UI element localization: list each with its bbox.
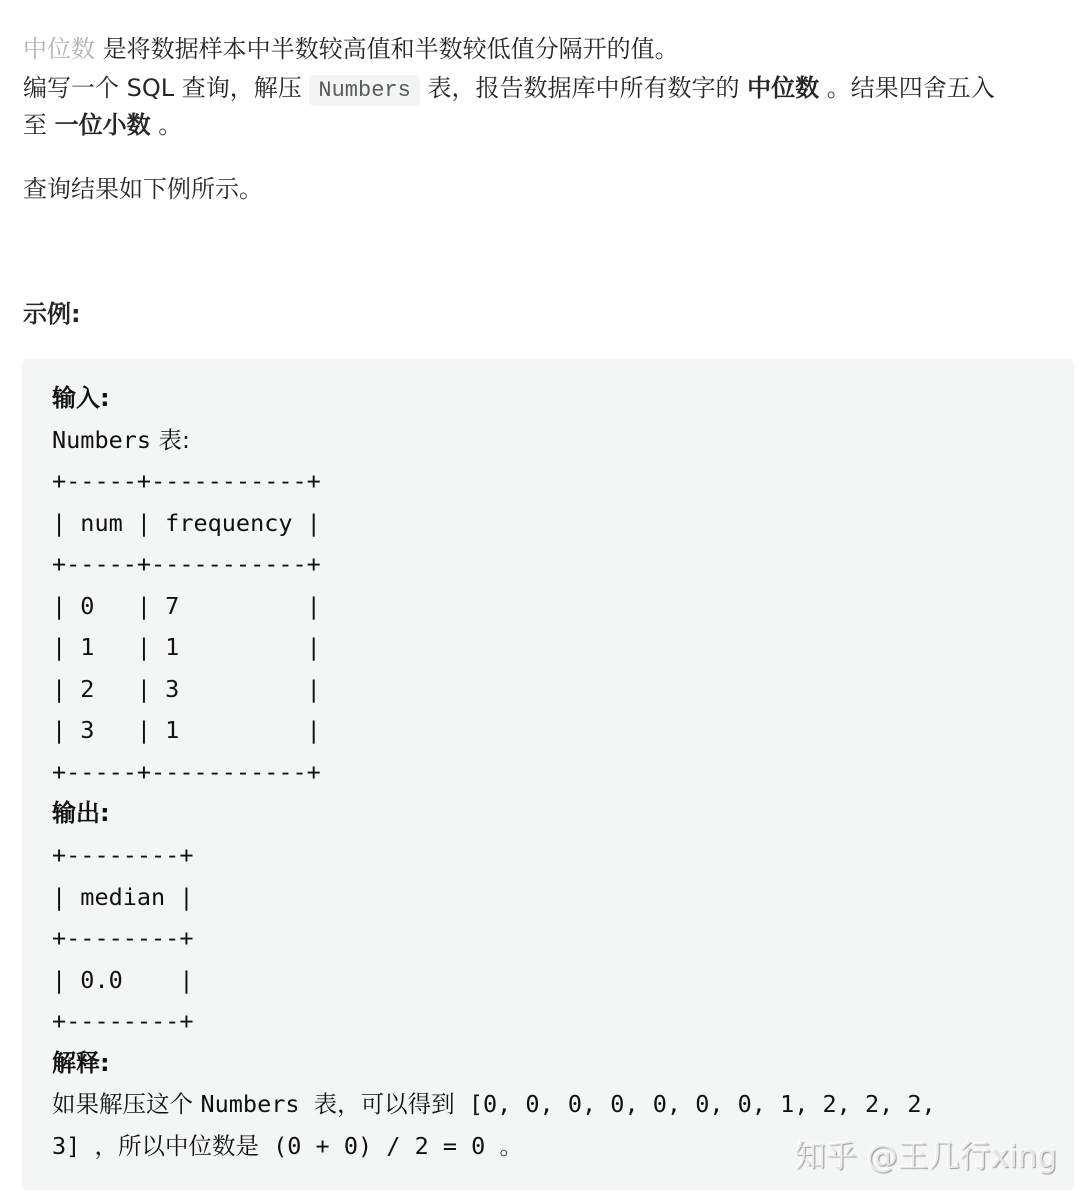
input-table-name: Numbers <box>52 426 152 454</box>
input-table-row: | 2 | 3 | <box>52 675 321 703</box>
example-heading: 示例: <box>23 300 81 328</box>
numbers-table-inline-code: Numbers <box>309 75 419 106</box>
input-table-suffix: 表: <box>151 426 190 454</box>
explanation-line-1 <box>52 1086 936 1122</box>
input-table-caption <box>52 422 190 458</box>
task-paragraph-line-1 <box>23 70 995 109</box>
explanation-line-1-cjk: 如果解压这个 <box>52 1090 201 1118</box>
input-label: 输入: <box>52 384 110 412</box>
explanation-line-1-rest: Numbers 表，可以得到 [0, 0, 0, 0, 0, 0, 0, 1, 2, 2, 2, <box>200 1090 936 1118</box>
definition-text: 是将数据样本中半数较高值和半数较低值分隔开的值。 <box>95 35 679 63</box>
rounding-text-after: 。 <box>150 111 183 139</box>
result-format-text: 查询结果如下例所示。 <box>23 175 263 203</box>
task-paragraph-line-2 <box>23 107 182 144</box>
input-table-row: | 1 | 1 | <box>52 633 321 661</box>
task-text-middle: 表，报告数据库中所有数字的 <box>419 74 748 102</box>
explanation-line-2: 3] ，所以中位数是 (0 + 0) / 2 = 0 。 <box>52 1132 523 1160</box>
zhihu-watermark: 知乎 @王几行xing <box>795 1139 1058 1175</box>
output-table-header: | median | <box>52 883 194 911</box>
task-text-before: 编写一个 SQL 查询，解压 <box>23 74 310 102</box>
definition-paragraph <box>23 31 679 68</box>
explanation-label: 解释: <box>52 1049 110 1077</box>
output-table-border-top: +--------+ <box>52 841 194 869</box>
input-table-border-mid: +-----+-----------+ <box>52 550 321 578</box>
example-code-block <box>22 359 1074 1190</box>
output-table-row: | 0.0 | <box>52 966 194 994</box>
output-table-border-bottom: +--------+ <box>52 1007 194 1035</box>
input-table-border-top: +-----+-----------+ <box>52 467 321 495</box>
median-bold-term: 中位数 <box>747 74 820 102</box>
output-label: 输出: <box>52 799 110 827</box>
input-table-row: | 0 | 7 | <box>52 592 321 620</box>
task-text-after: 。结果四舍五入 <box>819 74 995 102</box>
input-table-header: | num | frequency | <box>52 509 321 537</box>
output-table-border-mid: +--------+ <box>52 924 194 952</box>
input-table-row: | 3 | 1 | <box>52 716 321 744</box>
input-table-border-bottom: +-----+-----------+ <box>52 758 321 786</box>
median-term: 中位数 <box>23 35 95 63</box>
rounding-text-before: 至 <box>23 111 55 139</box>
one-decimal-bold-term: 一位小数 <box>54 111 151 139</box>
